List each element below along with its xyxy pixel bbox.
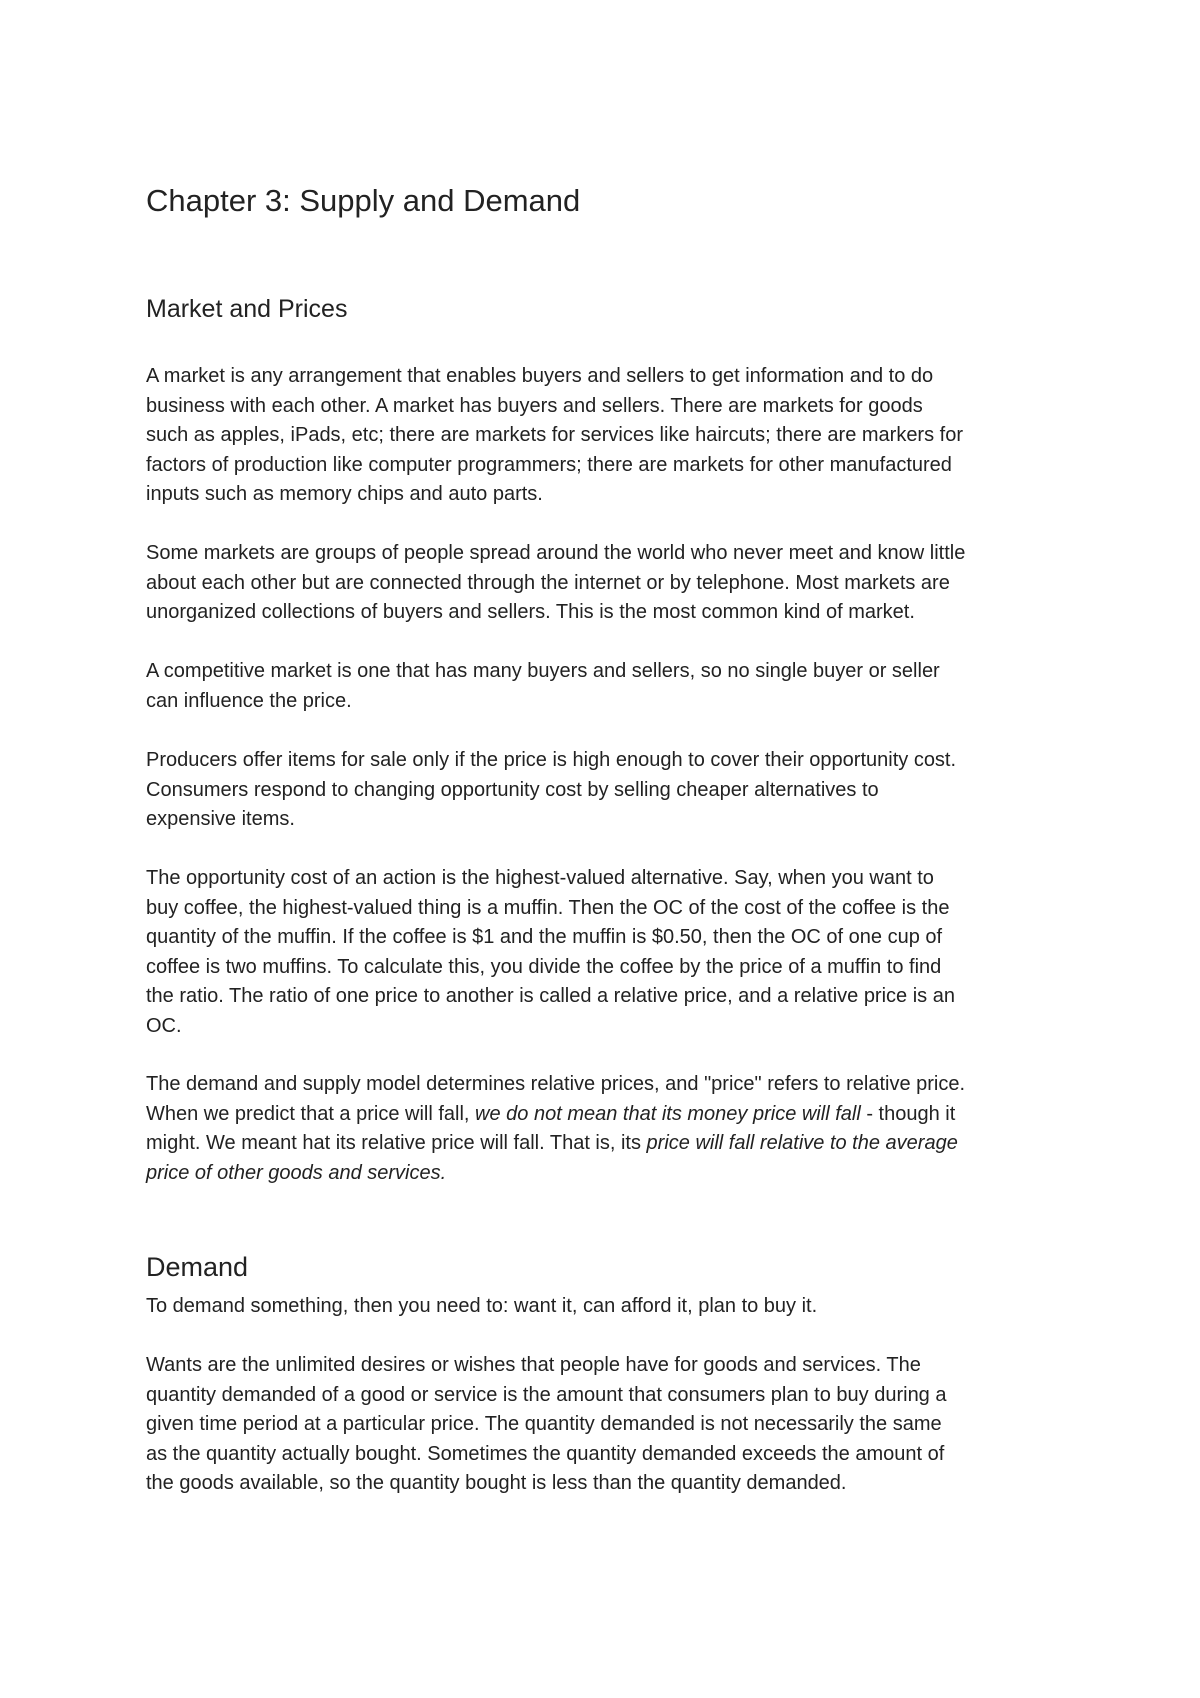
paragraph-relative-prices <box>146 1070 1076 1188</box>
text-run: When we predict that a price will fall, <box>146 1102 476 1125</box>
italic-text-run: we do not mean that its money price will fall <box>475 1102 861 1125</box>
paragraph-line: A competitive market is one that has many buyers and sellers, so no single buyer or seller <box>146 660 940 682</box>
paragraph-line <box>146 1129 1076 1159</box>
paragraph-line: To demand something, then you need to: want it, can afford it, plan to buy it. <box>146 1295 818 1317</box>
paragraph-competitive-market <box>146 657 1076 716</box>
paragraph-line: about each other but are connected through the internet or by telephone. Most markets are <box>146 571 950 594</box>
paragraph-line: the goods available, so the quantity bought is less than the quantity demanded. <box>146 1472 847 1494</box>
text-run: - though it <box>860 1102 956 1125</box>
section-heading-market-and-prices: Market and Prices <box>146 295 348 323</box>
paragraph-line: Wants are the unlimited desires or wishes that people have for goods and services. The <box>146 1354 921 1376</box>
paragraph-line: such as apples, iPads, etc; there are markets for services like haircuts; there are markers for <box>146 424 963 446</box>
section-heading-demand: Demand <box>146 1252 249 1282</box>
paragraph-line: buy coffee, the highest-valued thing is a muffin. Then the OC of the cost of the coffee is the <box>146 896 950 919</box>
paragraph-line: quantity demanded of a good or service is the amount that consumers plan to buy during a <box>146 1383 947 1406</box>
paragraph-line: unorganized collections of buyers and sellers. This is the most common kind of market. <box>146 601 915 623</box>
paragraph-line: expensive items. <box>146 808 295 830</box>
paragraph-demand-requirements <box>146 1292 1076 1322</box>
text-run: might. We meant hat its relative price will fall. That is, its <box>146 1132 641 1154</box>
paragraph-line: inputs such as memory chips and auto parts. <box>146 483 543 505</box>
paragraph-line: OC. <box>146 1014 182 1037</box>
paragraph-line <box>146 1100 1076 1130</box>
paragraph-line: business with each other. A market has buyers and sellers. There are markets for goods <box>146 394 923 417</box>
paragraph-line: Producers offer items for sale only if the price is high enough to cover their opportunity cost. <box>146 749 957 771</box>
paragraph-line: The opportunity cost of an action is the highest-valued alternative. Say, when you want to <box>146 867 934 889</box>
paragraph-line: Consumers respond to changing opportunity cost by selling cheaper alternatives to <box>146 778 879 801</box>
paragraph-producers-consumers <box>146 746 1076 835</box>
italic-text-run: price of other goods and services. <box>146 1161 447 1184</box>
paragraph-line: coffee is two muffins. To calculate this, you divide the coffee by the price of a muffin to find <box>146 955 942 978</box>
paragraph-market-groups <box>146 539 1076 628</box>
paragraph-opportunity-cost <box>146 864 1076 1041</box>
paragraph-line: the ratio. The ratio of one price to another is called a relative price, and a relative price is an <box>146 985 955 1007</box>
chapter-title: Chapter 3: Supply and Demand <box>146 183 581 218</box>
paragraph-line: factors of production like computer programmers; there are markets for other manufactured <box>146 453 952 476</box>
paragraph-line: can influence the price. <box>146 689 352 712</box>
paragraph-line: as the quantity actually bought. Sometimes the quantity demanded exceeds the amount of <box>146 1442 945 1465</box>
paragraph-line: given time period at a particular price. The quantity demanded is not necessarily the same <box>146 1413 942 1435</box>
paragraph-wants-quantity-demanded <box>146 1351 1076 1499</box>
paragraph-line: A market is any arrangement that enables buyers and sellers to get information and to do <box>146 365 934 387</box>
paragraph-line: quantity of the muffin. If the coffee is $1 and the muffin is $0.50, then the OC of one cup of <box>146 926 943 948</box>
paragraph-line: The demand and supply model determines relative prices, and "price" refers to relative price. <box>146 1073 966 1095</box>
paragraph-line: Some markets are groups of people spread around the world who never meet and know little <box>146 542 966 564</box>
paragraph-line <box>146 1159 1076 1189</box>
paragraph-market-definition <box>146 362 1076 510</box>
italic-text-run: price will fall relative to the average <box>641 1132 958 1154</box>
